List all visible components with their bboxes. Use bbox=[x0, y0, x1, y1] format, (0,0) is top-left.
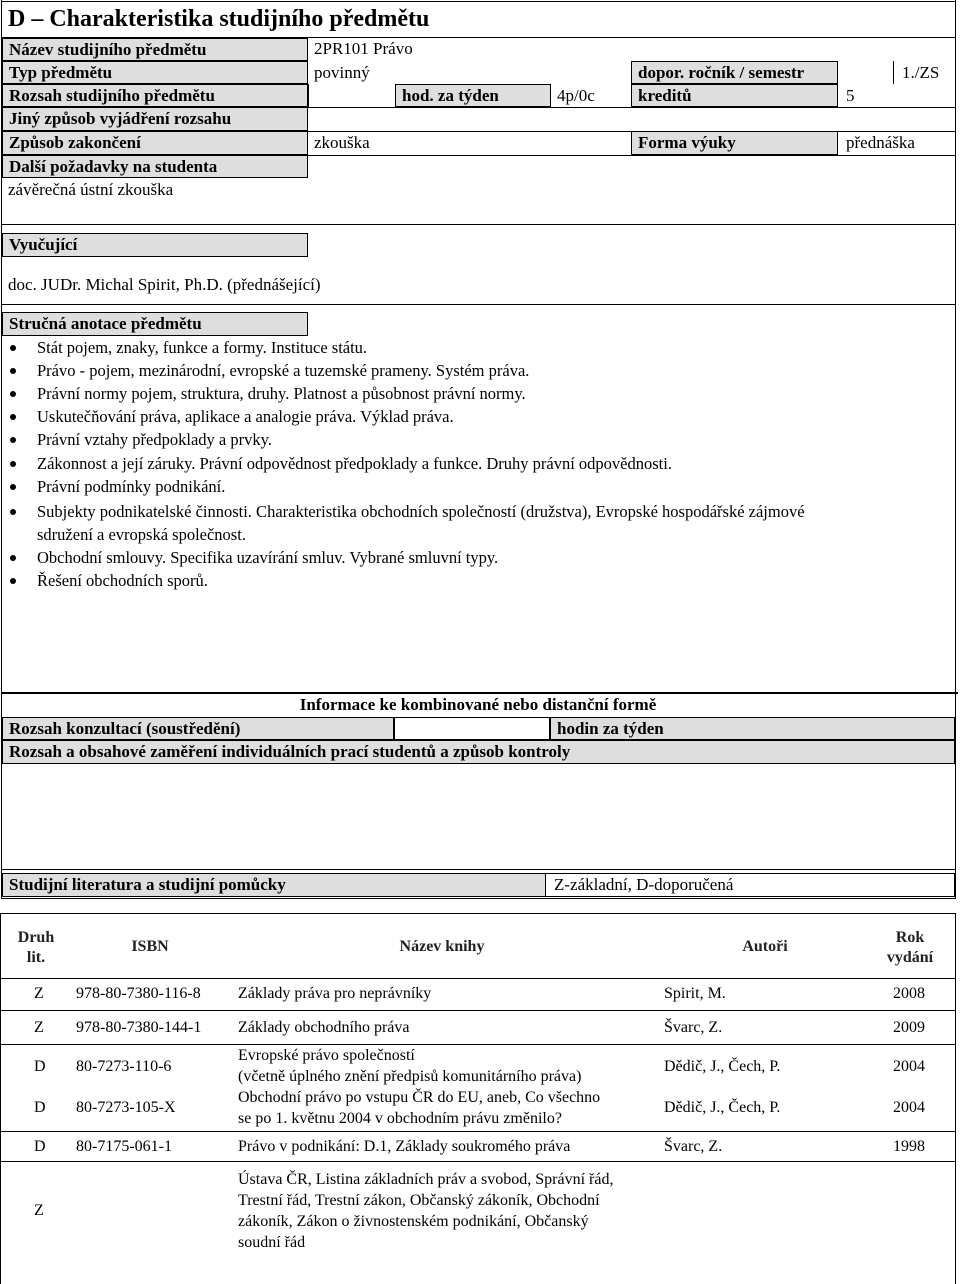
teaching-form-value: přednáška bbox=[846, 133, 915, 152]
bullet-icon bbox=[10, 484, 16, 490]
table-row-divider bbox=[0, 1044, 956, 1045]
section-divider bbox=[1, 898, 956, 899]
book-title: Základy obchodního práva bbox=[238, 1019, 410, 1036]
col-header-year: Rok vydání bbox=[886, 929, 934, 966]
frame-right-border bbox=[955, 692, 956, 870]
book-isbn: 80-7273-105-X bbox=[76, 1099, 176, 1116]
book-title-line2: (včetně úplného znění předpisů komunitárního práva) bbox=[238, 1068, 582, 1085]
bullet-icon bbox=[10, 368, 16, 374]
col-header-isbn: ISBN bbox=[131, 938, 169, 955]
consultation-hours-field bbox=[394, 717, 550, 740]
course-name-value: 2PR101 Právo bbox=[314, 39, 413, 58]
book-isbn: 80-7273-110-6 bbox=[76, 1058, 172, 1075]
consultation-unit-label: hodin za týden bbox=[550, 717, 955, 740]
frame-top-border bbox=[1, 1, 956, 2]
book-year: 2004 bbox=[893, 1099, 925, 1116]
teachers-label: Vyučující bbox=[2, 233, 308, 257]
book-authors: Spirit, M. bbox=[664, 985, 726, 1002]
book-type: D bbox=[34, 1099, 46, 1116]
book-isbn: 80-7175-061-1 bbox=[76, 1138, 172, 1155]
page-title: D – Charakteristika studijního předmětu bbox=[8, 6, 430, 32]
requirements-label: Další požadavky na studenta bbox=[2, 155, 308, 178]
requirements-value: závěrečná ústní zkouška bbox=[8, 180, 174, 199]
bullet-icon bbox=[10, 509, 16, 515]
other-range-label: Jiný způsob vyjádření rozsahu bbox=[2, 107, 308, 131]
hours-per-week-label: hod. za týden bbox=[395, 84, 551, 107]
book-year: 2008 bbox=[893, 985, 925, 1002]
col-header-type: Druh lit. bbox=[17, 929, 55, 966]
book-isbn: 978-80-7380-144-1 bbox=[76, 1019, 202, 1036]
book-type: Z bbox=[34, 1202, 44, 1219]
consultation-label: Rozsah konzultací (soustředění) bbox=[2, 717, 394, 740]
table-row-divider bbox=[0, 1131, 956, 1132]
course-type-value: povinný bbox=[314, 63, 370, 82]
bullet-icon bbox=[10, 437, 16, 443]
book-title-line2: se po 1. květnu 2004 v obchodním právu změnilo? bbox=[238, 1110, 562, 1127]
bullet-icon bbox=[10, 391, 16, 397]
section-divider bbox=[1, 224, 956, 225]
book-title: Ústava ČR, Listina základních práv a svobod, Správní řád, bbox=[238, 1171, 614, 1188]
credits-value: 5 bbox=[846, 86, 855, 105]
book-type: D bbox=[34, 1058, 46, 1075]
bullet-icon bbox=[10, 578, 16, 584]
book-title-line4: soudní řád bbox=[238, 1234, 306, 1251]
individual-work-label: Rozsah a obsahové zaměření individuálních prací studentů a způsob kontroly bbox=[2, 740, 955, 764]
table-row-divider bbox=[0, 1161, 956, 1162]
literature-label: Studijní literatura a studijní pomůcky bbox=[2, 873, 546, 897]
teaching-form-label: Forma výuky bbox=[631, 131, 838, 155]
book-type: Z bbox=[34, 1019, 44, 1036]
book-authors: Dědič, J., Čech, P. bbox=[664, 1099, 781, 1116]
bullet-icon bbox=[10, 414, 16, 420]
cell-divider bbox=[308, 84, 309, 107]
literature-legend: Z-základní, D-doporučená bbox=[546, 873, 955, 897]
col-header-authors: Autoři bbox=[742, 938, 788, 955]
book-type: D bbox=[34, 1138, 46, 1155]
book-isbn: 978-80-7380-116-8 bbox=[76, 985, 201, 1002]
book-title: Základy práva pro neprávníky bbox=[238, 985, 432, 1002]
book-year: 1998 bbox=[893, 1138, 925, 1155]
bullet-icon bbox=[10, 461, 16, 467]
year-semester-label: dopor. ročník / semestr bbox=[631, 61, 838, 84]
annotation-label: Stručná anotace předmětu bbox=[2, 312, 308, 336]
cell-divider bbox=[893, 61, 894, 84]
bullet-icon bbox=[10, 555, 16, 561]
frame-right-border bbox=[955, 869, 956, 899]
section-divider bbox=[1, 869, 956, 870]
table-row-divider bbox=[0, 1010, 956, 1011]
book-type: Z bbox=[34, 985, 44, 1002]
bullet-icon bbox=[10, 345, 16, 351]
credits-label: kreditů bbox=[631, 84, 838, 107]
course-type-label: Typ předmětu bbox=[2, 61, 308, 84]
completion-label: Způsob zakončení bbox=[2, 131, 308, 155]
table-row-divider bbox=[0, 978, 956, 979]
book-title-line2: Trestní řád, Trestní zákon, Občanský zákoník, Obchodní bbox=[238, 1192, 600, 1209]
row-divider bbox=[308, 155, 955, 156]
annotation-item-continuation: sdružení a evropská společnost. bbox=[37, 525, 246, 544]
book-title: Obchodní právo po vstupu ČR do EU, aneb, Co všechno bbox=[238, 1089, 601, 1106]
completion-value: zkouška bbox=[314, 133, 370, 152]
section-divider bbox=[1, 304, 956, 305]
book-authors: Švarc, Z. bbox=[664, 1138, 723, 1155]
row-divider bbox=[308, 107, 955, 108]
book-title: Právo v podnikání: D.1, Základy soukromého práva bbox=[238, 1138, 571, 1155]
course-name-label: Název studijního předmětu bbox=[2, 38, 308, 61]
frame-right-border bbox=[955, 0, 956, 692]
book-authors: Švarc, Z. bbox=[664, 1019, 723, 1036]
book-title: Evropské právo společností bbox=[238, 1047, 415, 1064]
book-year: 2004 bbox=[893, 1058, 925, 1075]
book-title-line3: zákoník, Zákon o živnostenském podnikání, Občanský bbox=[238, 1213, 589, 1230]
col-header-title: Název knihy bbox=[399, 938, 485, 955]
book-authors: Dědič, J., Čech, P. bbox=[664, 1058, 781, 1075]
teachers-value: doc. JUDr. Michal Spirit, Ph.D. (přednášející) bbox=[8, 275, 321, 294]
year-semester-value: 1./ZS bbox=[902, 63, 940, 82]
range-label: Rozsah studijního předmětu bbox=[2, 84, 308, 107]
book-year: 2009 bbox=[893, 1019, 925, 1036]
hours-per-week-value: 4p/0c bbox=[557, 86, 595, 105]
combined-heading: Informace ke kombinované nebo distanční formě bbox=[299, 695, 657, 714]
